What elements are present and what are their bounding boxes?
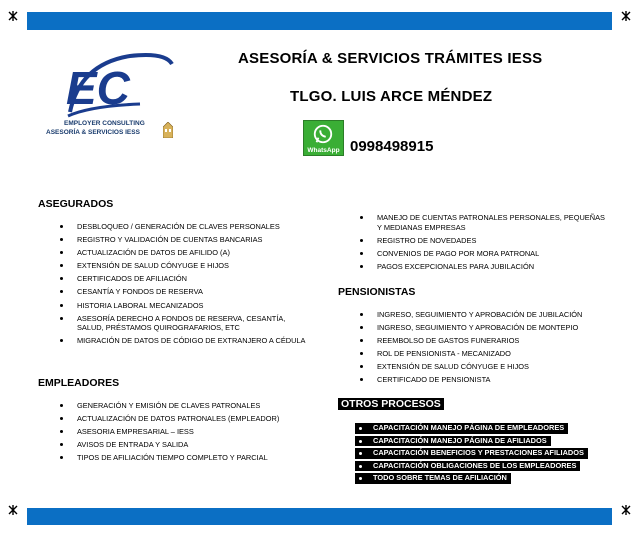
list-item: ROL DE PENSIONISTA - MECANIZADO <box>355 349 615 359</box>
list-item: ACTUALIZACIÓN DE DATOS DE AFILIDO (A) <box>55 248 310 258</box>
list-item: REGISTRO DE NOVEDADES <box>355 236 605 246</box>
pensionistas-list <box>355 310 615 389</box>
list-item: EXTENSIÓN DE SALUD CÓNYUGE E HIJOS <box>355 362 615 372</box>
otros-heading-text: OTROS PROCESOS <box>338 398 444 410</box>
section-heading-otros <box>338 398 444 410</box>
otros-list <box>355 423 610 486</box>
section-heading-asegurados: ASEGURADOS <box>38 198 114 210</box>
svg-text:EC: EC <box>66 62 130 114</box>
list-item: CESANTÍA Y FONDOS DE RESERVA <box>55 287 310 297</box>
page-title: ASESORÍA & SERVICIOS TRÁMITES IESS <box>238 50 543 67</box>
empleadores-continued-list <box>355 213 605 275</box>
list-item: PAGOS EXCEPCIONALES PARA JUBILACIÓN <box>355 262 605 272</box>
page-subtitle: TLGO. LUIS ARCE MÉNDEZ <box>290 88 493 105</box>
list-item: CERTIFICADOS DE AFILIACIÓN <box>55 274 310 284</box>
brand-line2: ASESORÍA & SERVICIOS IESS <box>46 129 140 136</box>
whatsapp-icon[interactable] <box>303 120 344 156</box>
list-item: CERTIFICADO DE PENSIONISTA <box>355 375 615 385</box>
list-item: REGISTRO Y VALIDACIÓN DE CUENTAS BANCARIAS <box>55 235 310 245</box>
list-item: CAPACITACIÓN BENEFICIOS Y PRESTACIONES AFILIADOS <box>355 448 588 459</box>
list-item: CAPACITACIÓN MANEJO PÁGINA DE AFILIADOS <box>355 436 551 447</box>
asegurados-list <box>55 222 310 349</box>
list-item: AVISOS DE ENTRADA Y SALIDA <box>55 440 325 450</box>
logo-brand-text <box>46 119 196 137</box>
list-item: CONVENIOS DE PAGO POR MORA PATRONAL <box>355 249 605 259</box>
corner-ornament-icon <box>617 504 635 528</box>
section-heading-pensionistas: PENSIONISTAS <box>338 286 416 298</box>
list-item: EXTENSIÓN DE SALUD CÓNYUGE E HIJOS <box>55 261 310 271</box>
list-item: REEMBOLSO DE GASTOS FUNERARIOS <box>355 336 615 346</box>
list-item: TODO SOBRE TEMAS DE AFILIACIÓN <box>355 473 511 484</box>
building-icon <box>163 122 173 138</box>
corner-ornament-icon <box>4 10 22 34</box>
list-item: INGRESO, SEGUIMIENTO Y APROBACIÓN DE MONTEPIO <box>355 323 615 333</box>
list-item: ASESORIA EMPRESARIAL – IESS <box>55 427 325 437</box>
whatsapp-label: WhatsApp <box>307 147 340 154</box>
list-item: MANEJO DE CUENTAS PATRONALES PERSONALES, PEQUEÑAS Y MEDIANAS EMPRESAS <box>355 213 605 232</box>
brand-line1: EMPLOYER CONSULTING <box>64 120 145 127</box>
phone-number[interactable]: 0998498915 <box>350 138 434 155</box>
list-item: HISTORIA LABORAL MECANIZADOS <box>55 301 310 311</box>
list-item: DESBLOQUEO / GENERACIÓN DE CLAVES PERSONALES <box>55 222 310 232</box>
list-item: GENERACIÓN Y EMISIÓN DE CLAVES PATRONALES <box>55 401 325 411</box>
bottom-blue-band <box>27 508 612 525</box>
section-heading-empleadores: EMPLEADORES <box>38 377 120 389</box>
corner-ornament-icon <box>4 504 22 528</box>
list-item: MIGRACIÓN DE DATOS DE CÓDIGO DE EXTRANJERO A CÉDULA <box>55 336 310 346</box>
list-item: CAPACITACIÓN OBLIGACIONES DE LOS EMPLEADORES <box>355 461 580 472</box>
list-item: TIPOS DE AFILIACIÓN TIEMPO COMPLETO Y PARCIAL <box>55 453 325 463</box>
list-item: CAPACITACIÓN MANEJO PÁGINA DE EMPLEADORES <box>355 423 568 434</box>
list-item: INGRESO, SEGUIMIENTO Y APROBACIÓN DE JUBILACIÓN <box>355 310 615 320</box>
list-item: ACTUALIZACIÓN DE DATOS PATRONALES (EMPLEADOR) <box>55 414 325 424</box>
corner-ornament-icon <box>617 10 635 34</box>
top-blue-band <box>27 12 612 30</box>
empleadores-list <box>55 401 325 466</box>
list-item: ASESORÍA DERECHO A FONDOS DE RESERVA, CESANTÍA, SALUD, PRÉSTAMOS QUIROGRAFARIOS, ETC <box>55 314 310 333</box>
